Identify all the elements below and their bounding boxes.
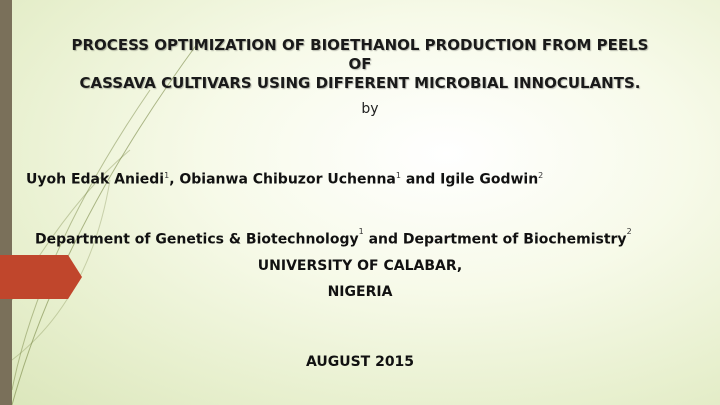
author-list (26, 171, 543, 188)
presentation-date: AUGUST 2015 (305, 354, 415, 370)
department-1: Department of Genetics & Biotechnology (35, 231, 359, 248)
accent-arrow-tab (0, 255, 82, 299)
university-name: UNIVERSITY OF CALABAR, (257, 258, 463, 274)
author-1: Uyoh Edak Aniedi (26, 171, 165, 188)
slide-title (60, 36, 660, 93)
department-2-marker: 2 (626, 227, 632, 236)
by-text: by (361, 101, 379, 117)
author-1-affiliation: 1 (164, 171, 170, 180)
author-2-affiliation: 1 (395, 171, 401, 180)
author-3: and Igile Godwin (400, 171, 539, 188)
author-2: , Obianwa Chibuzor Uchenna (169, 171, 396, 188)
department-line (35, 227, 632, 248)
country-name: NIGERIA (327, 284, 393, 300)
title-line-2: CASSAVA CULTIVARS USING DIFFERENT MICROBIAL INNOCULANTS. (79, 74, 641, 92)
department-1-marker: 1 (358, 227, 364, 236)
author-3-affiliation: 2 (538, 171, 544, 180)
title-line-1: PROCESS OPTIMIZATION OF BIOETHANOL PRODUCTION FROM PEELS OF (71, 36, 649, 73)
department-2: and Department of Biochemistry (363, 231, 627, 248)
